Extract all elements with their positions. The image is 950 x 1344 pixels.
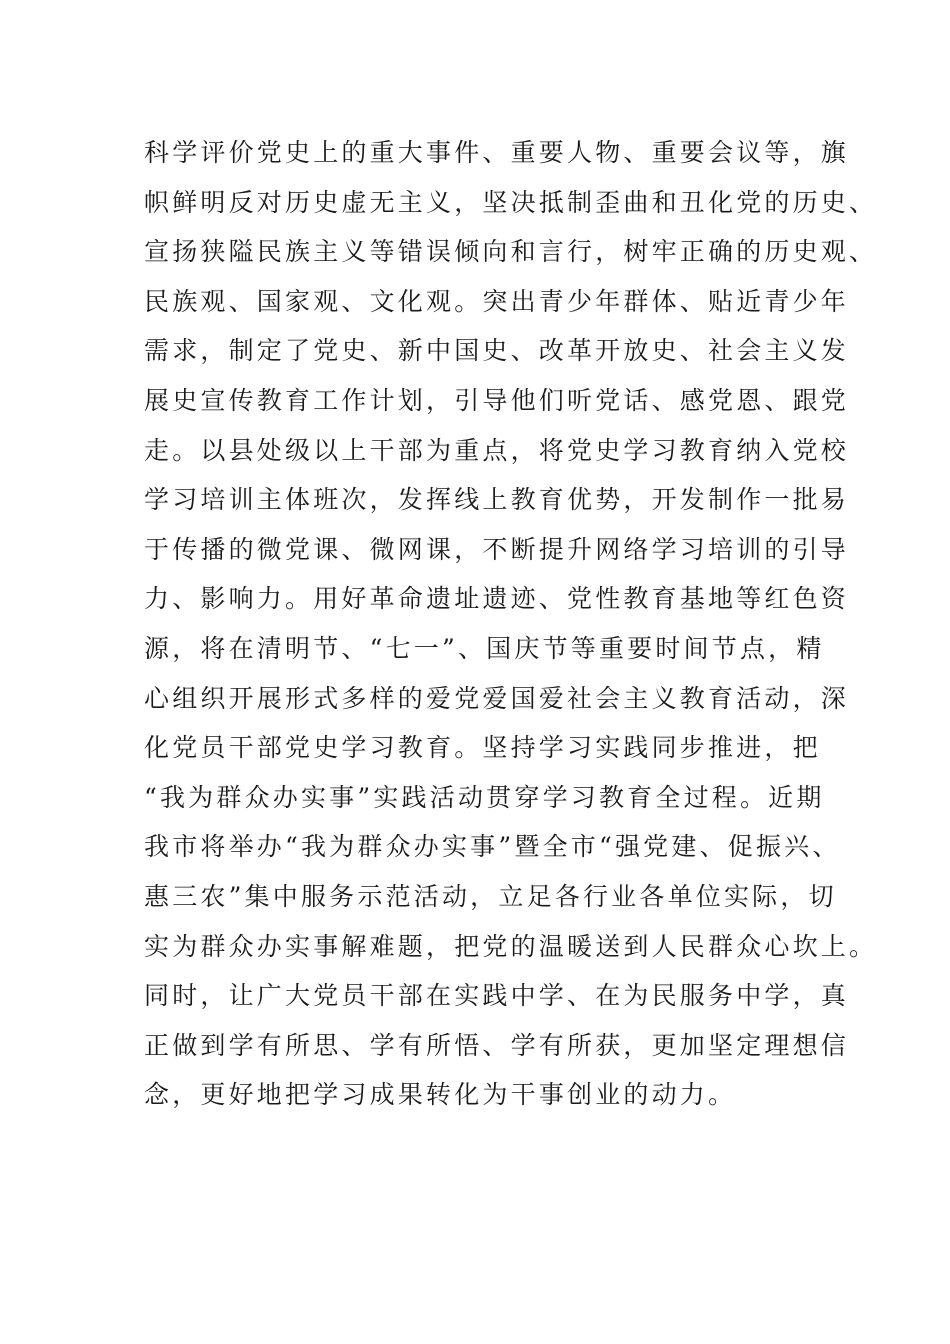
- text-line: 展史宣传教育工作计划，引导他们听党话、感党恩、跟党: [144, 385, 850, 415]
- text-line: 走。以县处级以上干部为重点，将党史学习教育纳入党校: [144, 435, 850, 465]
- text-line: 念，更好地把学习成果转化为干事创业的动力。: [144, 1080, 737, 1110]
- text-line: 于传播的微党课、微网课，不断提升网络学习培训的引导: [144, 534, 850, 564]
- text-line: 需求，制定了党史、新中国史、改革开放史、社会主义发: [144, 336, 850, 366]
- text-line: 惠三农”集中服务示范活动，立足各行业各单位实际，切: [144, 881, 837, 911]
- text-line: 科学评价党史上的重大事件、重要人物、重要会议等，旗: [144, 138, 850, 167]
- text-line: 心组织开展形式多样的爱党爱国爱社会主义教育活动，深: [144, 683, 850, 713]
- text-line: 正做到学有所思、学有所悟、学有所获，更加坚定理想信: [144, 1030, 850, 1060]
- text-line: 民族观、国家观、文化观。突出青少年群体、贴近青少年: [144, 286, 850, 316]
- text-line: 学习培训主体班次，发挥线上教育优势，开发制作一批易: [144, 485, 850, 515]
- text-line: 化党员干部党史学习教育。坚持学习实践同步推进，把: [144, 733, 821, 763]
- text-line: 宣扬狭隘民族主义等错误倾向和言行，树牢正确的历史观、: [144, 237, 878, 267]
- text-line: 力、影响力。用好革命遗址遗迹、党性教育基地等红色资: [144, 584, 850, 614]
- text-line: 源，将在清明节、“七一”、国庆节等重要时间节点，精: [144, 633, 825, 663]
- body-paragraph: [144, 128, 878, 1120]
- text-line: 同时，让广大党员干部在实践中学、在为民服务中学，真: [144, 981, 850, 1011]
- text-line: 实为群众办实事解难题，把党的温暖送到人民群众心坎上。: [144, 931, 878, 961]
- text-line: 我市将举办“我为群众办实事”暨全市“强党建、促振兴、: [144, 832, 841, 862]
- text-line: 帜鲜明反对历史虚无主义，坚决抵制歪曲和丑化党的历史、: [144, 187, 878, 217]
- text-line: “我为群众办实事”实践活动贯穿学习教育全过程。近期: [144, 782, 825, 812]
